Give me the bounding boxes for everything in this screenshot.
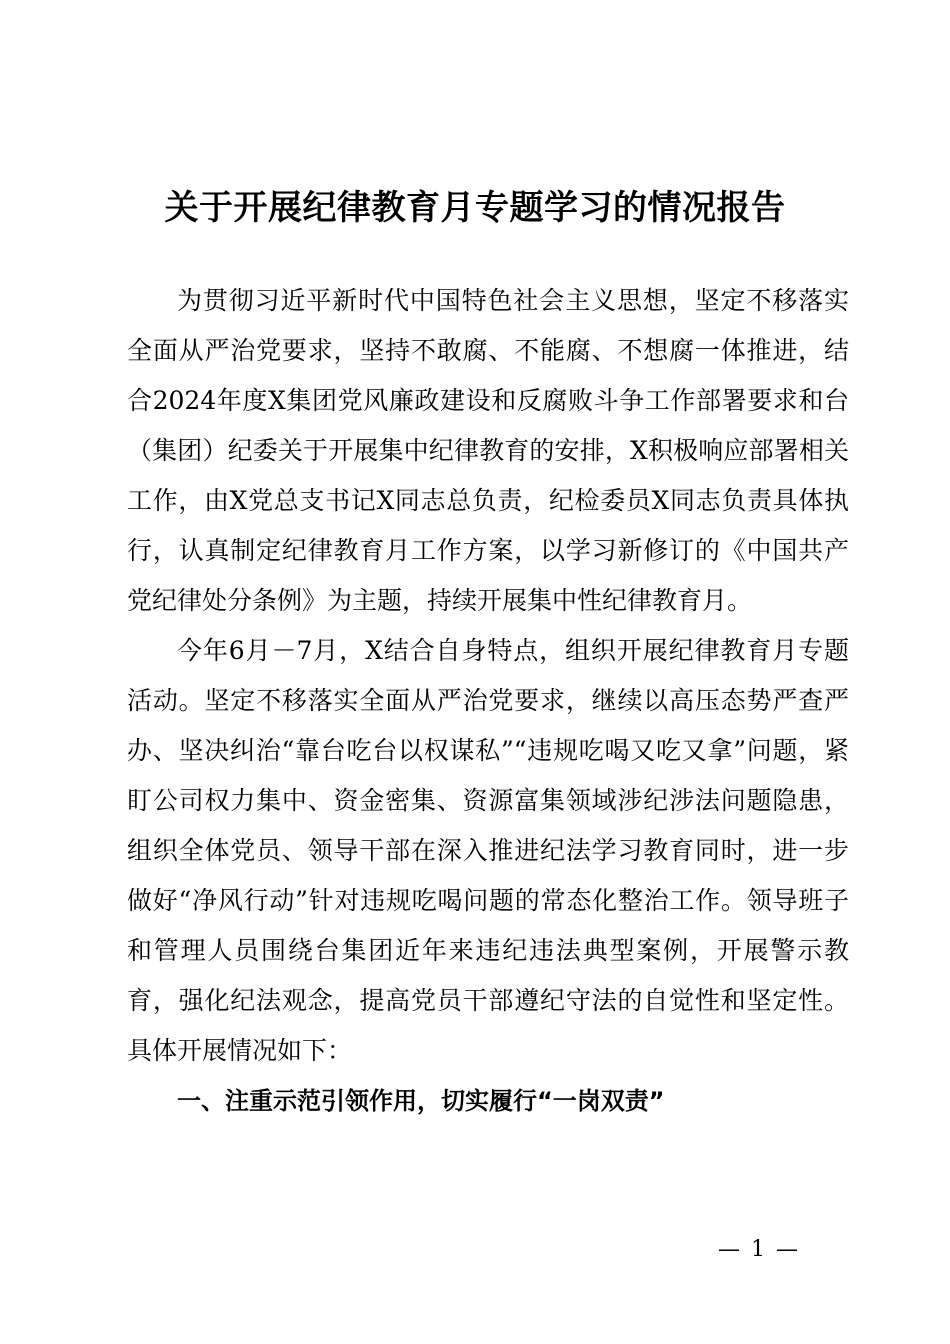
paragraph-2: 今年6月－7月，X结合自身特点，组织开展纪律教育月专题活动。坚定不移落实全面从严治党要求，继续以高压态势严查严办、坚决纠治“靠台吃台以权谋私”“违规吃喝又吃又拿”问题，紧盯公司权力集中、资金密集、资源富集领域涉纪涉法问题隐患，组织全体党员、领导干部在深入推进纪法学习教育同时，进一步做好“净风行动”针对违规吃喝问题的常态化整治工作。领导班子和管理人员围绕台集团近年来违纪违法典型案例，开展警示教育，强化纪法观念，提高党员干部遵纪守法的自觉性和坚定性。具体开展情况如下： — [127, 636, 849, 1065]
page-number: — 1 — — [718, 1237, 800, 1262]
document-body — [127, 276, 849, 1126]
section-heading: 一、注重示范引领作用，切实履行“一岗双责” — [177, 1087, 665, 1115]
document-title: 关于开展纪律教育月专题学习的情况报告 — [164, 188, 786, 228]
paragraph-1: 为贯彻习近平新时代中国特色社会主义思想，坚定不移落实全面从严治党要求，坚持不敢腐、不能腐、不想腐一体推进，结合2024年度X集团党风廉政建设和反腐败斗争工作部署要求和台（集团）纪委关于开展集中纪律教育的安排，X积极响应部署相关工作，由X党总支书记X同志总负责，纪检委员X同志负责具体执行，认真制定纪律教育月工作方案，以学习新修订的《中国共产党纪律处分条例》为主题，持续开展集中性纪律教育月。 — [127, 286, 849, 615]
